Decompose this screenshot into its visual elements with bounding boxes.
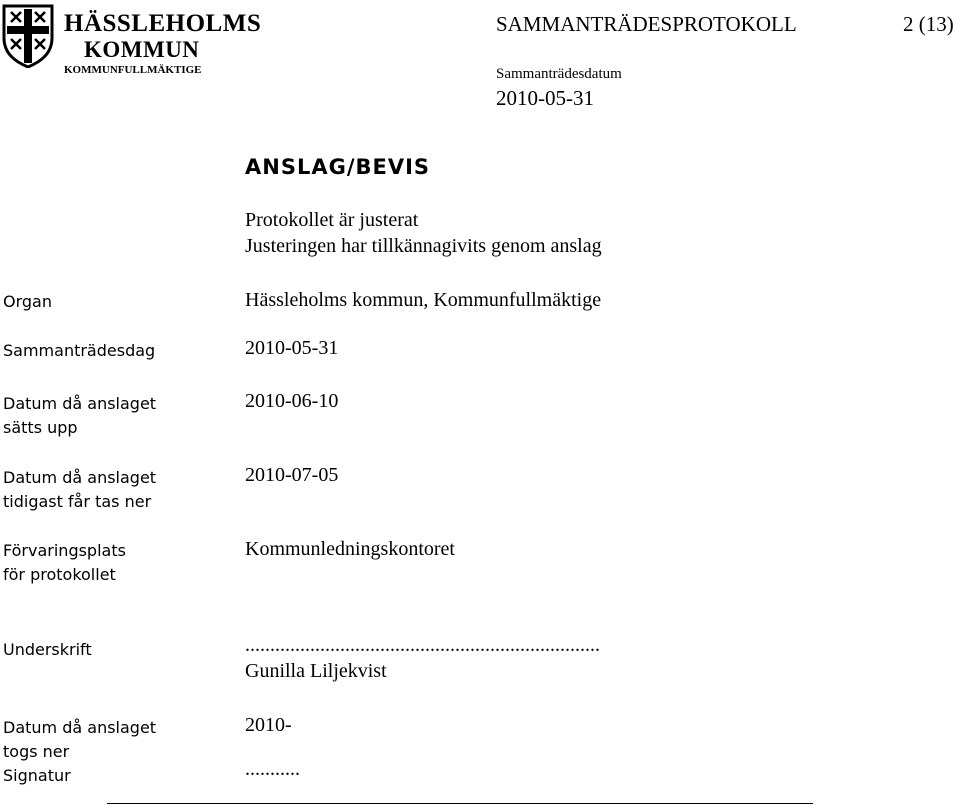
value-meeting-day: 2010-05-31 — [245, 337, 339, 359]
anslag-heading: ANSLAG/BEVIS — [245, 155, 431, 179]
label-earliest-removal — [3, 466, 156, 514]
value-removed-date: 2010- — [245, 714, 292, 736]
label-storage-place — [3, 539, 126, 587]
coat-of-arms-icon — [2, 4, 54, 68]
signatur-dots: ........... — [245, 758, 300, 780]
signature-dots: ....................................................................... — [245, 634, 600, 656]
intro-line-1: Protokollet är justerat — [245, 209, 419, 231]
label-line: Datum då anslaget — [3, 718, 157, 737]
value-organ: Hässleholms kommun, Kommunfullmäktige — [245, 289, 602, 311]
page-number: 2 (13) — [903, 12, 954, 36]
label-signature: Underskrift — [3, 640, 92, 659]
label-line: Organ — [3, 292, 52, 311]
label-removed-date — [3, 716, 156, 788]
label-meeting-day — [3, 339, 155, 363]
municipality-logo — [2, 4, 262, 76]
label-line: Signatur — [3, 766, 71, 785]
meeting-date-value: 2010-05-31 — [496, 86, 594, 110]
bottom-rule — [107, 803, 813, 804]
value-storage-place: Kommunledningskontoret — [245, 538, 455, 560]
label-line: sätts upp — [3, 418, 78, 437]
label-line: Sammanträdesdag — [3, 341, 156, 360]
label-organ — [3, 290, 52, 314]
label-line: Datum då anslaget — [3, 468, 157, 487]
logo-text-kommunfullmaktige: KOMMUNFULLMÄKTIGE — [64, 64, 202, 76]
logo-text-kommun: KOMMUN — [84, 37, 200, 62]
label-posted-date — [3, 392, 156, 440]
value-earliest-removal: 2010-07-05 — [245, 464, 339, 486]
label-line: Förvaringsplats — [3, 541, 126, 560]
label-line: för protokollet — [3, 565, 116, 584]
intro-line-2: Justeringen har tillkännagivits genom anslag — [245, 235, 602, 257]
logo-text-hassleholms: HÄSSLEHOLMS — [64, 10, 262, 37]
label-line: tidigast får tas ner — [3, 492, 152, 511]
label-line: togs ner — [3, 742, 70, 761]
label-line: Datum då anslaget — [3, 394, 157, 413]
value-posted-date: 2010-06-10 — [245, 390, 339, 412]
document-title: SAMMANTRÄDESPROTOKOLL — [496, 12, 797, 36]
meeting-date-label: Sammanträdesdatum — [496, 66, 622, 82]
signer-name: Gunilla Liljekvist — [245, 660, 387, 682]
